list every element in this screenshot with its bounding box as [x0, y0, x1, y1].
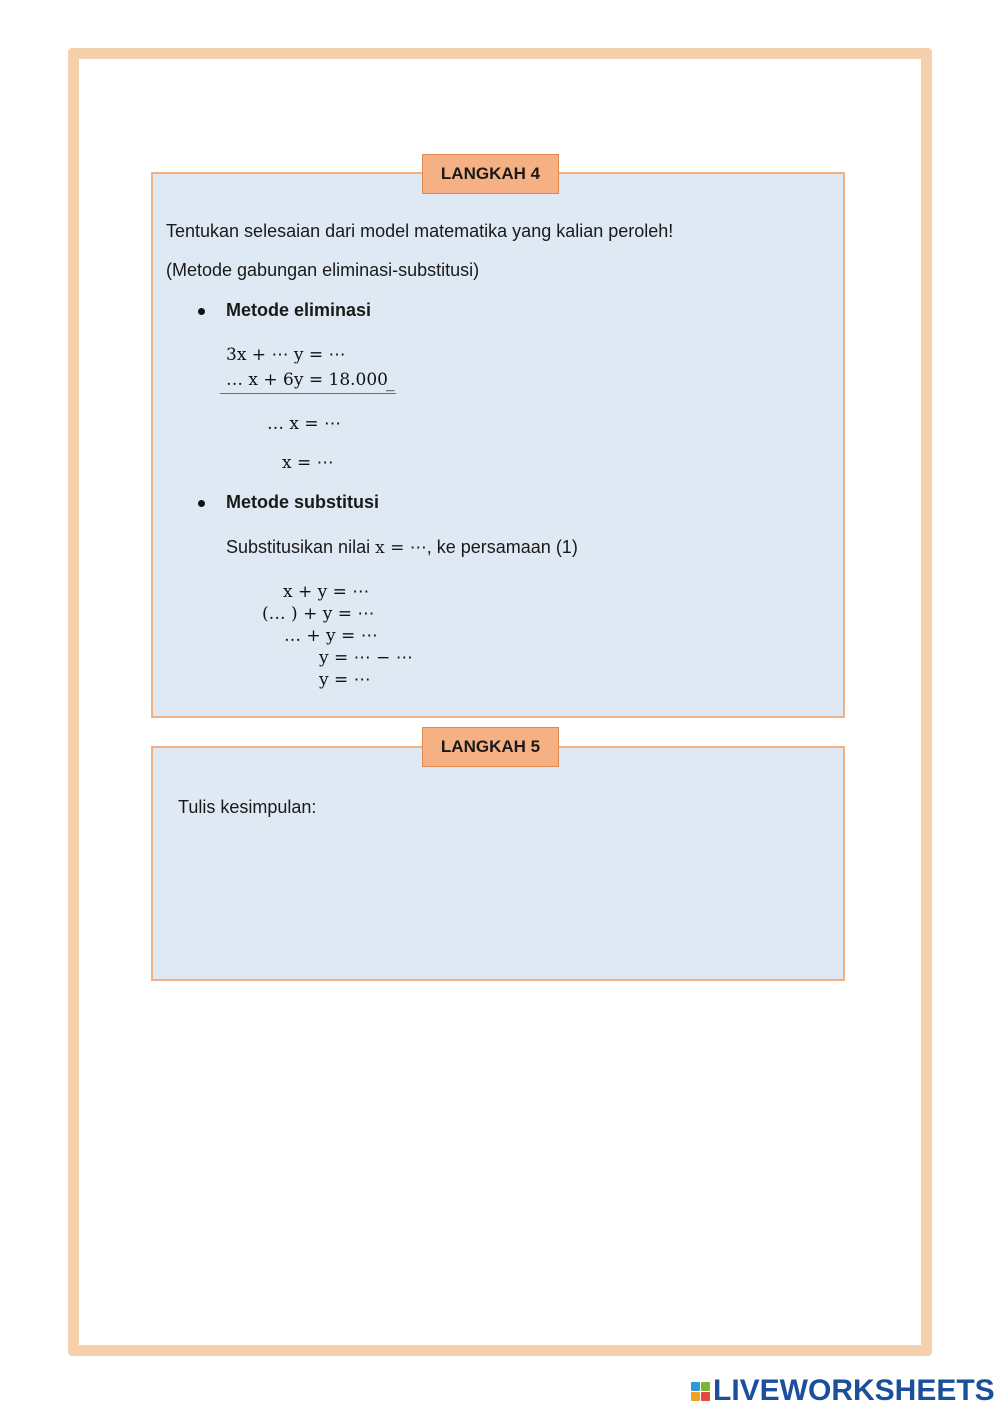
substitution-title: Metode substitusi: [226, 492, 380, 512]
elimination-operator: _: [386, 372, 395, 392]
bullet-icon: [198, 500, 205, 507]
step5-panel: [151, 746, 845, 981]
bullet-icon: [198, 308, 205, 315]
step4-method-note: (Metode gabungan eliminasi-substitusi): [166, 260, 480, 280]
logo-blocks-icon: [691, 1382, 710, 1401]
elimination-underline: [220, 393, 396, 394]
elimination-result2: x = ⋯: [282, 453, 334, 473]
substitution-line: y = ⋯: [319, 670, 371, 690]
substitution-intro-math: x = ⋯: [375, 538, 427, 558]
logo-text: LIVEWORKSHEETS: [713, 1374, 995, 1407]
step4-tag: LANGKAH 4: [422, 154, 559, 194]
step4-intro: Tentukan selesaian dari model matematika yang kalian peroleh!: [166, 221, 674, 241]
elimination-eq1: 3x + ⋯ y = ⋯: [226, 345, 346, 365]
substitution-line: x + y = ⋯: [283, 582, 370, 602]
step5-prompt: Tulis kesimpulan:: [178, 797, 317, 817]
substitution-line: (… ) + y = ⋯: [262, 604, 375, 624]
step5-tag: LANGKAH 5: [422, 727, 559, 767]
substitution-line: … + y = ⋯: [284, 626, 378, 646]
step4-panel: [151, 172, 845, 718]
elimination-title: Metode eliminasi: [226, 300, 372, 320]
substitution-intro-before: Substitusikan nilai: [226, 537, 371, 557]
substitution-intro: [226, 537, 578, 558]
liveworksheets-logo: [691, 1374, 995, 1408]
elimination-result1: … x = ⋯: [267, 414, 342, 434]
substitution-intro-after: , ke persamaan (1): [426, 537, 578, 557]
substitution-line: y = ⋯ − ⋯: [319, 648, 413, 668]
elimination-eq2: … x + 6y = 18.000: [226, 370, 388, 390]
